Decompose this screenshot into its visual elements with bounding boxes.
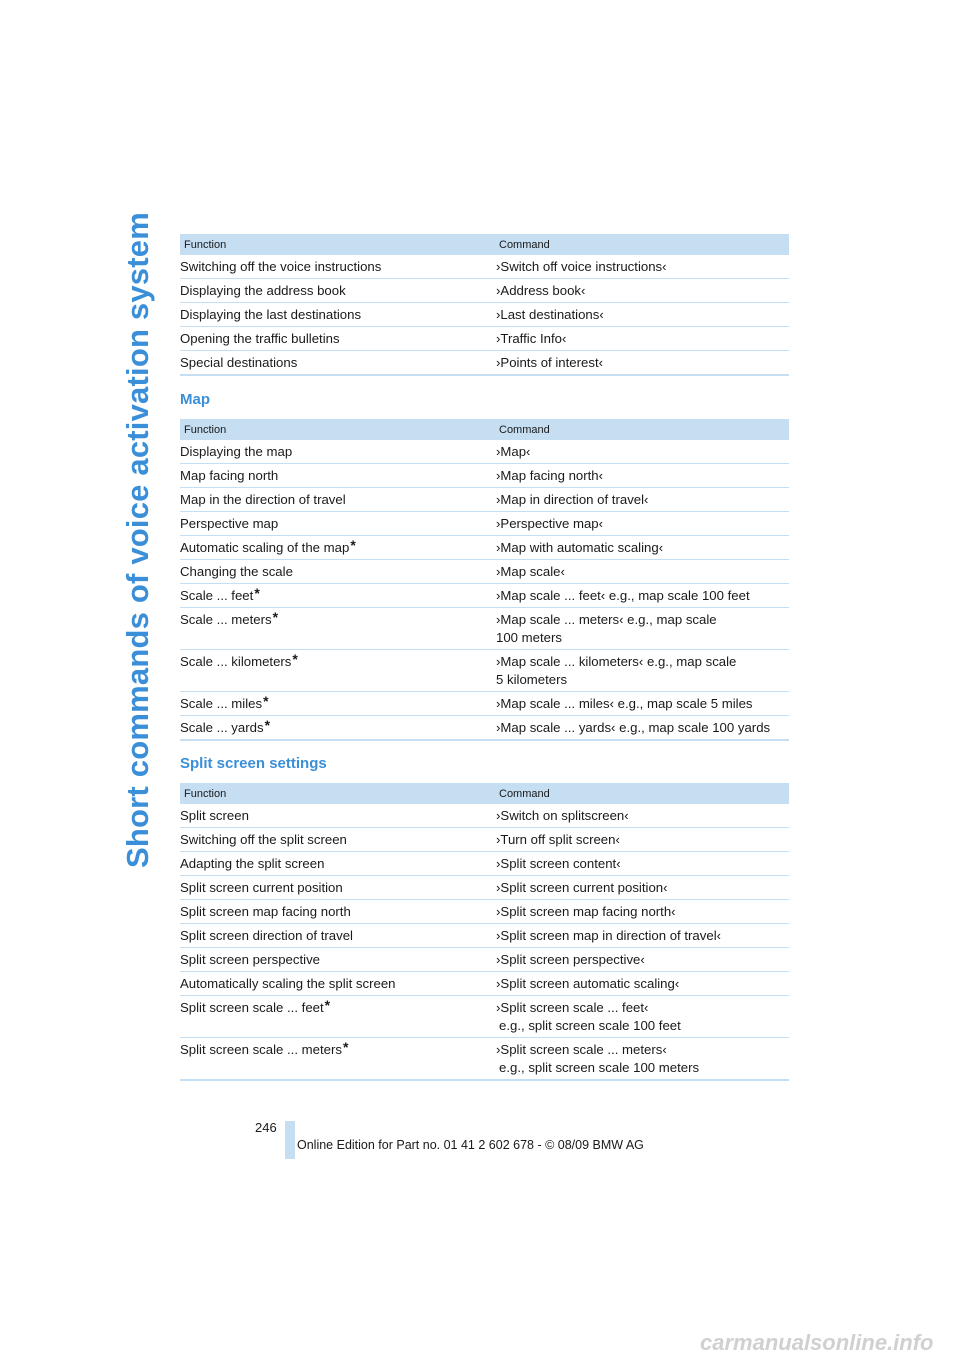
command-cell: ›Switch on splitscreen‹ (496, 804, 789, 828)
command-line: ›Split screen scale ... meters‹ (496, 1042, 667, 1057)
split-screen-commands-table (180, 783, 789, 1081)
table-row (180, 584, 789, 608)
optional-equipment-star: * (324, 997, 331, 1013)
command-cell: ›Turn off split screen‹ (496, 828, 789, 852)
table-row (180, 279, 789, 303)
command-cell: ›Last destinations‹ (496, 303, 789, 327)
command-cell (496, 650, 789, 692)
command-cell: ›Map scale ... miles‹ e.g., map scale 5 miles (496, 692, 789, 716)
table-row (180, 1038, 789, 1081)
function-cell: Split screen direction of travel (180, 924, 496, 948)
optional-equipment-star: * (254, 585, 260, 601)
command-cell: ›Split screen current position‹ (496, 876, 789, 900)
function-text: Automatic scaling of the map (180, 540, 350, 555)
table-row (180, 650, 789, 692)
navigation-commands-table (180, 234, 789, 376)
command-cell: ›Traffic Info‹ (496, 327, 789, 351)
function-text: Split screen scale ... meters (180, 1042, 342, 1057)
table-row (180, 876, 789, 900)
function-cell: Perspective map (180, 512, 496, 536)
function-cell: Map in the direction of travel (180, 488, 496, 512)
function-cell (180, 650, 496, 692)
table-row (180, 608, 789, 650)
table-row (180, 351, 789, 376)
command-header: Command (496, 783, 789, 804)
edition-footer: Online Edition for Part no. 01 41 2 602 678 - © 08/09 BMW AG (297, 1138, 644, 1152)
command-line: ›Map scale ... kilometers‹ e.g., map scale (496, 654, 737, 669)
function-cell: Split screen current position (180, 876, 496, 900)
command-line: ›Map scale ... meters‹ e.g., map scale (496, 612, 717, 627)
table-row (180, 828, 789, 852)
optional-equipment-star: * (272, 609, 279, 625)
table-row (180, 488, 789, 512)
function-cell: Changing the scale (180, 560, 496, 584)
function-cell (180, 1038, 496, 1081)
function-cell: Switching off the split screen (180, 828, 496, 852)
command-line: 100 meters (496, 630, 562, 645)
function-cell: Special destinations (180, 351, 496, 376)
table-row (180, 852, 789, 876)
page-content (180, 234, 789, 1081)
command-cell: ›Perspective map‹ (496, 512, 789, 536)
function-cell (180, 996, 496, 1038)
optional-equipment-star: * (292, 651, 298, 667)
command-header: Command (496, 419, 789, 440)
table-row (180, 692, 789, 716)
function-cell: Displaying the last destinations (180, 303, 496, 327)
function-cell: Automatically scaling the split screen (180, 972, 496, 996)
command-cell: ›Split screen perspective‹ (496, 948, 789, 972)
table-header-row (180, 783, 789, 804)
table-row (180, 464, 789, 488)
function-cell (180, 536, 496, 560)
chapter-title-text: Short commands of voice activation system (120, 212, 156, 868)
site-watermark: carmanualsonline.info (700, 1330, 934, 1355)
function-cell (180, 692, 496, 716)
table-row (180, 512, 789, 536)
function-text: Split screen scale ... feet (180, 1000, 324, 1015)
function-cell: Adapting the split screen (180, 852, 496, 876)
command-cell: ›Points of interest‹ (496, 351, 789, 376)
function-cell: Switching off the voice instructions (180, 255, 496, 279)
chapter-side-title (118, 212, 158, 868)
command-cell: ›Map scale ... yards‹ e.g., map scale 100 yards (496, 716, 789, 741)
function-cell: Displaying the address book (180, 279, 496, 303)
command-cell: ›Split screen map facing north‹ (496, 900, 789, 924)
command-cell (496, 1038, 789, 1081)
function-header: Function (180, 783, 496, 804)
table-row (180, 327, 789, 351)
table-row (180, 948, 789, 972)
function-cell: Map facing north (180, 464, 496, 488)
optional-equipment-star: * (350, 537, 356, 553)
table-row (180, 303, 789, 327)
command-cell (496, 608, 789, 650)
page-number: 246 (255, 1120, 277, 1135)
command-cell: ›Map with automatic scaling‹ (496, 536, 789, 560)
command-cell (496, 996, 789, 1038)
command-cell: ›Address book‹ (496, 279, 789, 303)
function-header: Function (180, 419, 496, 440)
function-text: Scale ... yards (180, 720, 264, 735)
map-section-heading: Map (180, 391, 210, 408)
function-cell (180, 716, 496, 741)
optional-equipment-star: * (342, 1039, 349, 1055)
function-cell: Displaying the map (180, 440, 496, 464)
command-cell: ›Map scale ... feet‹ e.g., map scale 100 feet (496, 584, 789, 608)
optional-equipment-star: * (263, 693, 269, 709)
table-row (180, 900, 789, 924)
command-cell: ›Split screen map in direction of travel‹ (496, 924, 789, 948)
function-text: Scale ... miles (180, 696, 263, 711)
command-cell: ›Split screen automatic scaling‹ (496, 972, 789, 996)
table-row (180, 972, 789, 996)
command-line: e.g., split screen scale 100 meters (499, 1060, 700, 1075)
table-header-row (180, 419, 789, 440)
footer-accent-bar (285, 1121, 295, 1159)
command-cell: ›Map scale‹ (496, 560, 789, 584)
table-row (180, 996, 789, 1038)
command-cell: ›Map‹ (496, 440, 789, 464)
split-screen-section-heading: Split screen settings (180, 755, 327, 772)
function-cell: Split screen perspective (180, 948, 496, 972)
function-cell: Split screen (180, 804, 496, 828)
function-cell (180, 584, 496, 608)
command-header: Command (496, 234, 789, 255)
command-line: ›Split screen scale ... feet‹ (496, 1000, 649, 1015)
command-cell: ›Switch off voice instructions‹ (496, 255, 789, 279)
table-row (180, 924, 789, 948)
function-cell: Opening the traffic bulletins (180, 327, 496, 351)
table-row (180, 560, 789, 584)
table-row (180, 255, 789, 279)
command-cell: ›Split screen content‹ (496, 852, 789, 876)
map-commands-table (180, 419, 789, 741)
function-header: Function (180, 234, 496, 255)
table-header-row (180, 234, 789, 255)
command-line: 5 kilometers (496, 672, 568, 687)
function-text: Scale ... feet (180, 588, 254, 603)
table-row (180, 716, 789, 741)
function-text: Scale ... meters (180, 612, 272, 627)
command-cell: ›Map facing north‹ (496, 464, 789, 488)
function-cell: Split screen map facing north (180, 900, 496, 924)
command-cell: ›Map in direction of travel‹ (496, 488, 789, 512)
table-row (180, 440, 789, 464)
table-row (180, 536, 789, 560)
function-text: Scale ... kilometers (180, 654, 292, 669)
optional-equipment-star: * (264, 717, 271, 733)
function-cell (180, 608, 496, 650)
table-row (180, 804, 789, 828)
command-line: e.g., split screen scale 100 feet (499, 1018, 681, 1033)
